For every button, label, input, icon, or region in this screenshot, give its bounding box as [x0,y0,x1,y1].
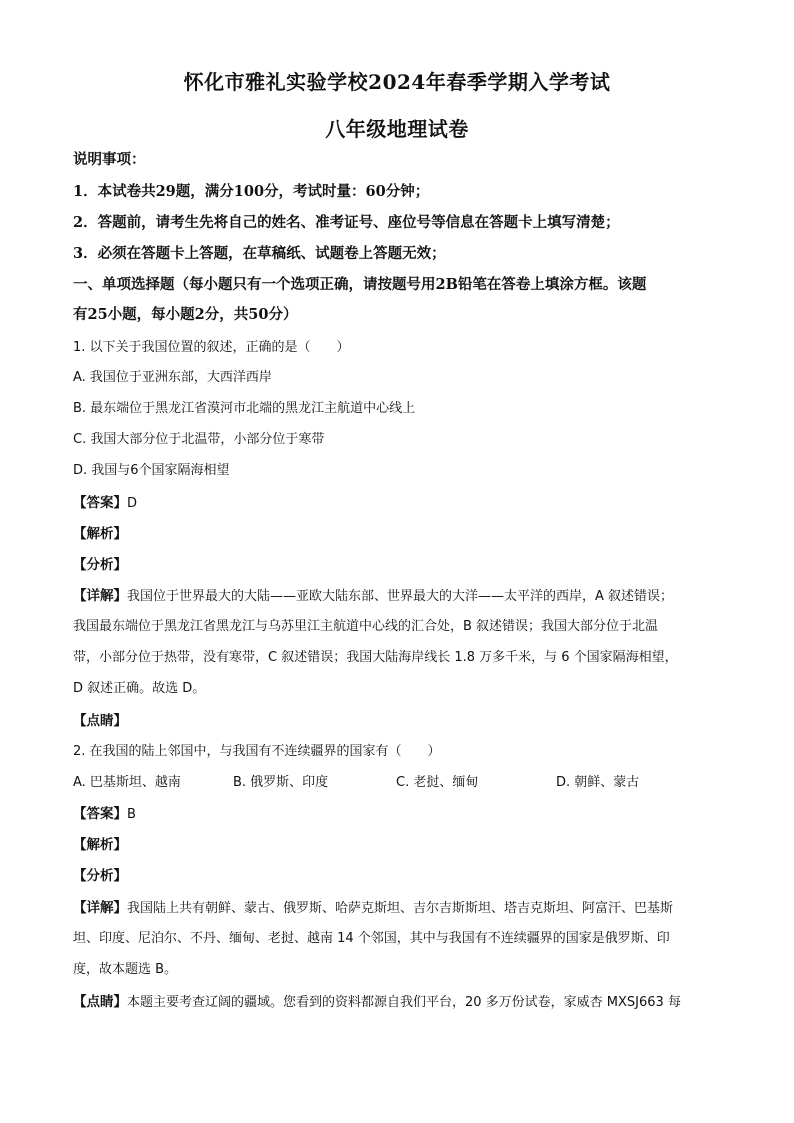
section-heading: 一、单项选择题（每小题只有一个选项正确，请按题号用2B铅笔在答卷上填涂方框。该题 [73,276,647,293]
question-2-stem: 2. 在我国的陆上邻国中，与我国有不连续疆界的国家有（ ） [73,744,441,759]
q1-option-a: A. 我国位于亚洲东部，大西洋西岸 [73,370,272,385]
q1-option-d: D. 我国与6个国家隔海相望 [73,463,230,478]
q1-dianjing-tag: 【点睛】 [73,713,127,729]
q2-detail-line [73,898,721,919]
q1-option-b: B. 最东端位于黑龙江省漠河市北端的黑龙江主航道中心线上 [73,401,416,416]
q2-fenxi-tag: 【分析】 [73,868,127,884]
q2-detail-line: 度，故本题选 B。 [73,962,178,977]
q2-jiexi-tag: 【解析】 [73,837,127,853]
answer-value: B [127,807,136,822]
exam-title: 怀化市雅礼实验学校2024年春季学期入学考试 [183,70,611,94]
q2-option-b: B. 俄罗斯、印度 [233,775,329,790]
detail-text: 我国陆上共有朝鲜、蒙古、俄罗斯、哈萨克斯坦、吉尔吉斯斯坦、塔吉克斯坦、阿富汗、巴基斯 [127,901,674,916]
dianjing-tag: 【点睛】 [73,994,127,1010]
q2-answer [73,804,721,825]
answer-tag: 【答案】 [73,495,127,511]
dianjing-text: 本题主要考查辽阔的疆域。您看到的资料都源自我们平台，20 多万份试卷，家威杏 MXSJ663 每 [127,995,681,1010]
instruction-item: 2．答题前，请考生先将自己的姓名、准考证号、座位号等信息在答题卡上填写清楚； [73,214,620,231]
instruction-item: 3．必须在答题卡上答题，在草稿纸、试题卷上答题无效； [73,245,446,262]
q2-detail-line: 坦、印度、尼泊尔、不丹、缅甸、老挝、越南 14 个邻国，其中与我国有不连续疆界的国家是俄罗斯、印 [73,931,670,946]
answer-tag: 【答案】 [73,806,127,822]
q1-detail-line: D 叙述正确。故选 D。 [73,681,206,696]
detail-tag: 【详解】 [73,900,127,916]
q1-detail-line [73,586,721,607]
instruction-item: 1．本试卷共29题，满分100分，考试时量：60分钟； [73,183,430,200]
section-heading-cont: 有25小题，每小题2分，共50分） [73,306,298,323]
q1-detail-line: 带，小部分位于热带，没有寒带，C 叙述错误；我国大陆海岸线长 1.8 万多千米，与 6 个国家隔海相望， [73,650,678,665]
question-1-stem: 1. 以下关于我国位置的叙述，正确的是（ ） [73,340,350,355]
q1-answer [73,493,721,514]
q2-option-d: D. 朝鲜、蒙古 [556,775,640,790]
detail-tag: 【详解】 [73,588,127,604]
answer-value: D [127,496,138,511]
q1-option-c: C. 我国大部分位于北温带，小部分位于寒带 [73,432,325,447]
q1-jiexi-tag: 【解析】 [73,526,127,542]
q1-fenxi-tag: 【分析】 [73,557,127,573]
detail-text: 我国位于世界最大的大陆——亚欧大陆东部、世界最大的大洋——太平洋的西岸，A 叙述错误； [127,589,674,604]
instructions-heading: 说明事项： [73,151,146,168]
q2-option-a: A. 巴基斯坦、越南 [73,775,181,790]
q2-option-c: C. 老挝、缅甸 [396,775,479,790]
q1-detail-line: 我国最东端位于黑龙江省黑龙江与乌苏里江主航道中心线的汇合处，B 叙述错误；我国大部分位于北温 [73,619,659,634]
q2-dianjing-line [73,992,721,1013]
exam-subtitle: 八年级地理试卷 [325,117,469,141]
